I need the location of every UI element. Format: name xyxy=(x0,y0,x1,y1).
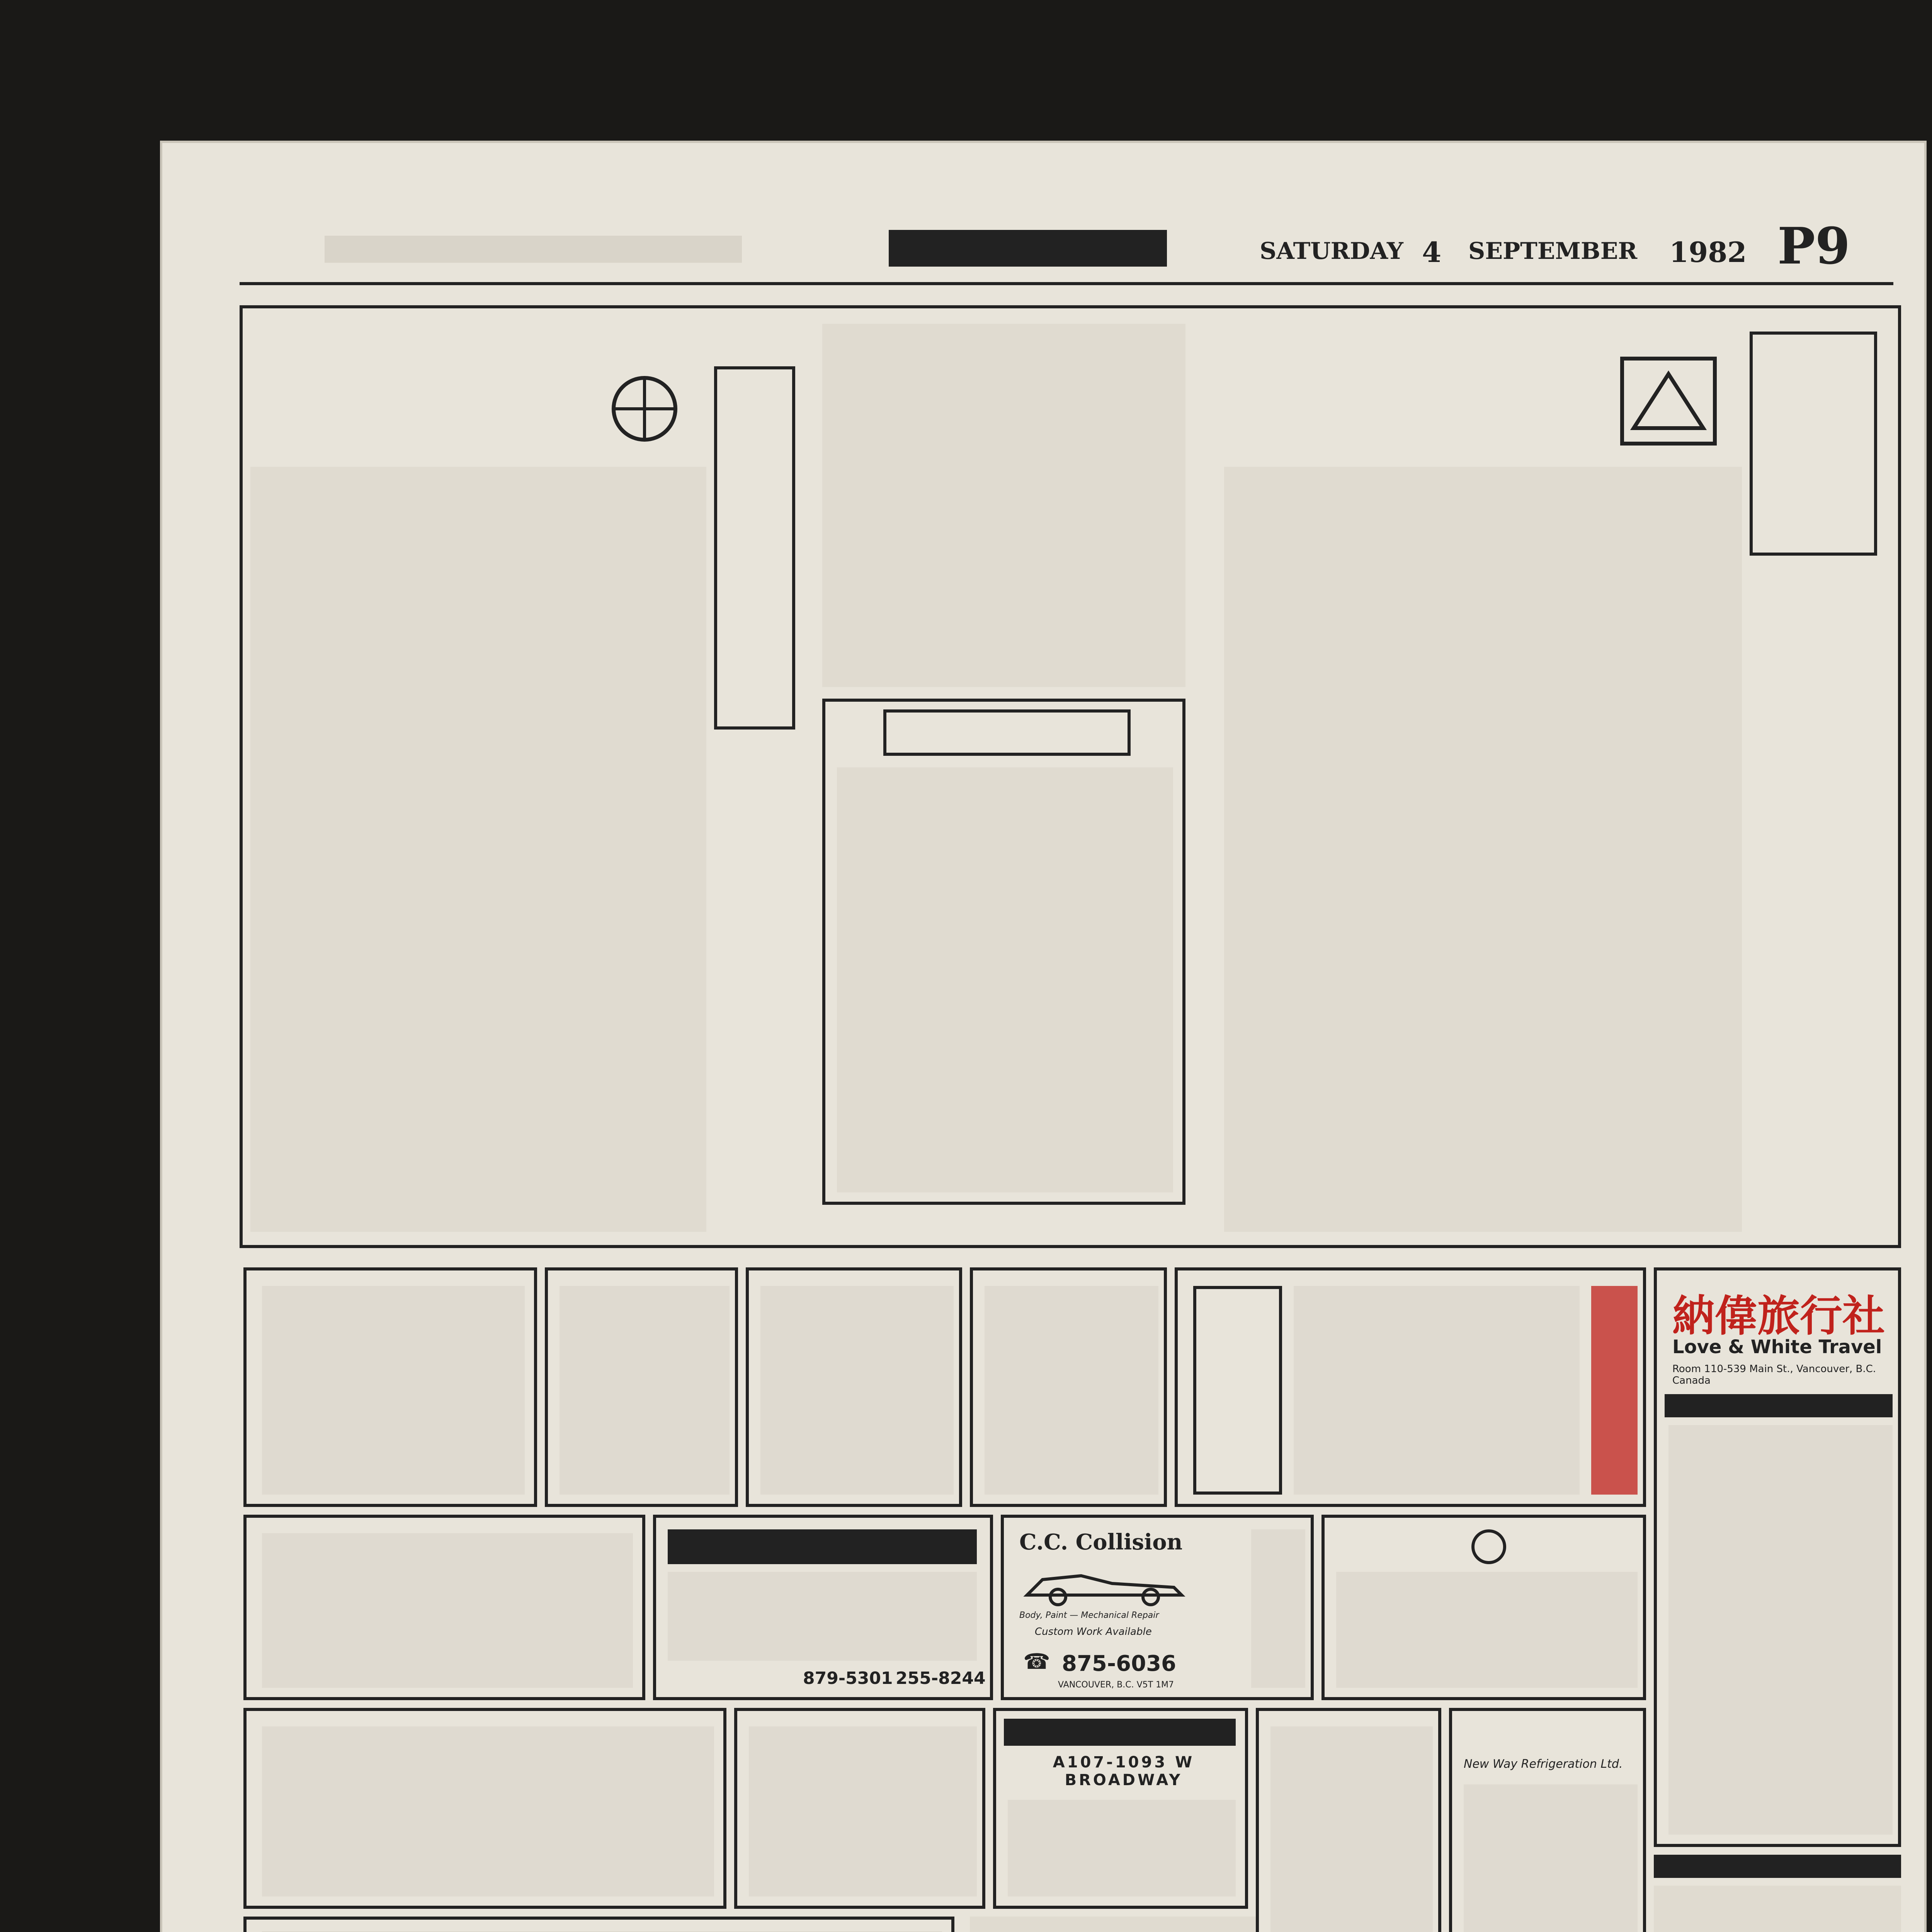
signs-logo-icon xyxy=(1471,1529,1506,1564)
refrigeration-text xyxy=(1464,1784,1638,1932)
phone-icon: ☎ xyxy=(1023,1649,1050,1674)
football-body-text xyxy=(250,467,706,1232)
plumbing-services-text xyxy=(668,1572,977,1661)
ad-wenzhong-decor-text xyxy=(560,1286,730,1495)
notice-chinese-astrology xyxy=(970,1917,1256,1932)
travel-english: Love & White Travel xyxy=(1672,1336,1882,1358)
date-number: 4 xyxy=(1422,236,1442,269)
ad-standard-decor-text xyxy=(985,1286,1158,1495)
ad-pang-hung-phone-box xyxy=(1193,1286,1282,1495)
bats-body-text xyxy=(837,767,1173,1192)
car-icon xyxy=(1019,1560,1189,1607)
day-english: SATURDAY xyxy=(1260,238,1403,265)
newspaper-page xyxy=(162,143,1924,1932)
ad-renovation-company-text xyxy=(262,1286,525,1495)
plumbing-title: HILLCREST PLUMBING xyxy=(668,1529,977,1564)
refrigeration-title: New Way Refrigeration Ltd. xyxy=(1464,1757,1623,1771)
metals-continuation-text xyxy=(822,324,1185,687)
ad-jianchang-decor xyxy=(746,1267,962,1507)
article-metals xyxy=(1216,320,1889,1240)
masthead-rule xyxy=(240,282,1893,285)
ad-standard-decor xyxy=(970,1267,1167,1507)
page-number: P9 xyxy=(1777,216,1850,276)
china-tour-text xyxy=(1654,1886,1901,1932)
newspaper-name-block xyxy=(889,230,1167,267)
ad-tong-contracting-text xyxy=(749,1726,977,1896)
metals-headline-box xyxy=(1750,332,1877,556)
masthead-chinese-date-block xyxy=(325,236,742,263)
bats-article-box xyxy=(822,699,1185,1205)
ad-pang-hung-decor xyxy=(1175,1267,1646,1507)
construction-text xyxy=(1008,1800,1236,1896)
travel-address: Room 110-539 Main St., Vancouver, B.C. Canada xyxy=(1672,1363,1876,1386)
ad-hillcrest-plumbing xyxy=(653,1515,993,1700)
ad-new-way-refrigeration xyxy=(1449,1708,1646,1932)
world-view-logo-icon xyxy=(590,366,699,451)
china-tour-schedule xyxy=(1654,1855,1901,1932)
construction-address: A107-1093 W BROADWAY xyxy=(1053,1753,1195,1789)
travel-title: 納偉旅行社 xyxy=(1672,1291,1885,1341)
ad-be-construction xyxy=(993,1708,1248,1909)
collision-phone: 875-6036 xyxy=(1062,1651,1176,1676)
ad-cc-collision xyxy=(1001,1515,1314,1700)
editorial-section xyxy=(240,305,1901,1248)
ad-pang-hung-title xyxy=(1591,1286,1638,1495)
ad-jianchang-decor-text xyxy=(760,1286,954,1495)
travel-banner xyxy=(1665,1394,1893,1417)
ad-olympic-distributors xyxy=(243,1917,954,1932)
collision-chinese-text xyxy=(1251,1529,1305,1688)
article-football xyxy=(250,320,807,1240)
month-english: SEPTEMBER xyxy=(1468,238,1638,265)
year: 1982 xyxy=(1669,236,1747,269)
ad-love-white-travel xyxy=(1654,1267,1901,1847)
plumbing-phone-1: 879-5301 xyxy=(803,1668,893,1688)
collision-address: VANCOUVER, B.C. V5T 1M7 xyxy=(1058,1680,1174,1690)
construction-title: B & E Construction xyxy=(1004,1719,1236,1746)
masthead xyxy=(162,143,1924,290)
ad-wenzhong-decor xyxy=(545,1267,738,1507)
ad-golden-star-decoration xyxy=(243,1515,645,1700)
ad-renovation-company xyxy=(243,1267,537,1507)
ad-restaurant-design-text xyxy=(262,1726,714,1896)
ad-pang-hung-decor-text xyxy=(1294,1286,1580,1495)
metals-body-text xyxy=(1224,467,1742,1232)
plumbing-phone-2: 255-8244 xyxy=(896,1668,986,1688)
collision-subtitle: Body, Paint — Mechanical Repair xyxy=(1019,1611,1159,1620)
collision-tagline: Custom Work Available xyxy=(1035,1626,1152,1638)
ad-golden-star-decoration-text xyxy=(262,1533,633,1688)
ad-tong-contracting xyxy=(734,1708,985,1909)
ad-standard-signs xyxy=(1321,1515,1646,1700)
signs-text xyxy=(1336,1572,1638,1688)
football-headline-box xyxy=(714,366,795,730)
science-logo-icon xyxy=(1611,343,1726,459)
ad-yonghing-decor-text xyxy=(1270,1726,1433,1932)
ad-restaurant-design xyxy=(243,1708,726,1909)
ad-yonghing-decor xyxy=(1256,1708,1441,1932)
collision-title: C.C. Collision xyxy=(1019,1529,1183,1555)
travel-itinerary-text xyxy=(1668,1425,1893,1835)
china-tour-banner xyxy=(1654,1855,1901,1878)
notice-astrology-text xyxy=(970,1917,1256,1932)
bats-headline xyxy=(883,709,1131,756)
